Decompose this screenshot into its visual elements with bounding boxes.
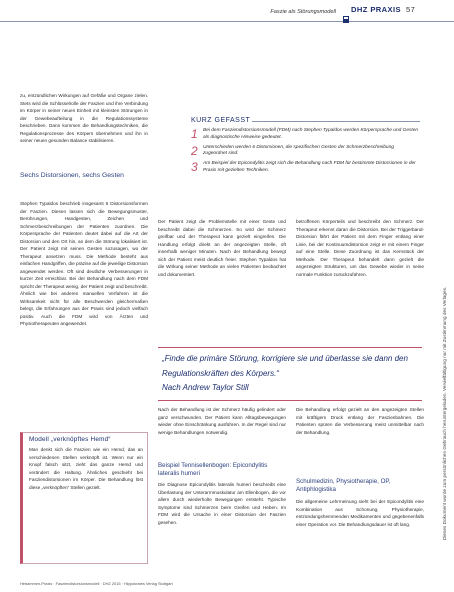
brand-logo-icon [343,10,349,17]
pull-quote-text: „Finde die primäre Störung, korrigiere sie und überlasse sie dann den Regulationskräften des Körpers.“ [162,354,408,378]
brand-name: DHZ PRAXIS [351,5,401,14]
kurz-gefasst-title: KURZ GEFASST [191,117,251,124]
page-number: 57 [406,5,416,14]
column2-example: Die Diagnose Epicondylitis lateralis humeri beschreibt eine Überlastung der Unterarmmuskulatur am Ellenbogen, die vor allem durch wiederholte Bewegungen entsteht. Typische Symptome sind Schmerzen beim Greifen und Heben. Im FDM wird die Ursache in einer Distorsion der Faszien gesehen. [158,482,286,525]
brand-header [351,5,415,14]
kurz-item-2: 2 Unterschieden werden 6 Distorsionen, die spezifischen Gesten der Schmerzbeschreibung zugeordnet sind. [191,143,394,158]
pull-quote [162,352,418,396]
running-title: Faszie als Störungsmodell [270,9,336,15]
section-heading-tennis-elbow: Beispiel Tennisellenbogen: Epicondylitis lateralis humeri [158,462,268,477]
info-box-title: Modell „verknöpftes Hemd“ [29,436,111,443]
copyright-side-note: Dieses Dokument wurde zum persönlichen Gebrauch heruntergeladen. Vervielfältigung nur mit Zustimmung des Verlages. [442,286,447,540]
column1-intro: zu, entzündlichen Wirkungen auf Gefäße und Organe zielen. Stets wird die Schlüsselrolle der Faszien und ihre Verbindung im Körper in seiner neuen Einheit mit kleinsten Störungen in der Gewebeaufteilung in die Regulationssysteme beschrieben. Dann kommen die Behandlungstechniken, die Regulationsprozesse des Körpers übernehmen und ihn in seiner neuen gesunden Balance stabilisieren. [20,93,148,143]
kurz-item-3: 3 Am Beispiel der Epicondylitis zeigt sich die Behandlung nach FDM für bestimmte Distorsionen in der Praxis mit gezielten Techniken. [191,160,416,175]
column1-body: Stephen Typaldos beschrieb insgesamt 6 Distorsionsformen der Faszien. Diesen lassen sich die Bewegungsmuster, Berührungen, Handgesten, Zeichen und Schmerzbeschreibungen der Patienten zuordnen. Die Körpersprache der Patienten deutet dabei auf die Art der Distorsion und den Ort hin, an dem die Störung lokalisiert ist. Der Patient zeigt mit seinen Gesten sozusagen, wo der Therapeut ansetzen muss. Die Methode besteht aus einfachen Handgriffen, die präzise auf die jeweilige Distorsion angewendet werden. Oft sind deutliche Verbesserungen in kurzer Zeit erreichbar. Bei der Behandlung nach dem FDM spricht der Therapeut wenig, der Patient zeigt und beschreibt. Ähnlich wie bei anderen manuellen Verfahren ist die Wirksamkeit nicht für alle Beschwerden gleichermaßen belegt, die Erfahrungen aus der Praxis sind jedoch vielfach positiv. Auch die FDM wird von Ärzten und Physiotherapeuten angewendet. [20,201,148,326]
column2-top: Der Patient zeigt die Problemstelle mit einer Geste und beschreibt dabei die Schmerzen. So wird der Schmerz greifbar und der Therapeut kann gezielt eingreifen. Die Handlung erfolgt direkt an der angezeigten Stelle, oft innerhalb weniger Minuten. Nach der Behandlung bewegt sich der Patient meist deutlich freier. Stephen Typaldos hat die Wirkung seiner Methode an vielen Patienten beobachtet und dokumentiert. [158,219,286,277]
section-heading-schulmedizin: Schulmedizin, Physiotherapie, OP, Antiphlogistika [296,478,391,493]
kurz-gefasst-list [191,128,419,175]
quote-rule-bottom [158,400,422,401]
kurz-item-1: 1 Bei dem Fasziendistorsionsmodell (FDM) nach Stephen Typaldos werden Körpersprache und Gesten als diagnostische Hinweise gedeutet. [191,127,419,141]
kurz-gefasst-rule [252,121,420,122]
info-box-text: Man denkt sich die Faszien wie ein Hemd, das an verschiedenen Stellen verknöpft ist. Wenn nur ein Knopf falsch sitzt, zieht das ganze Hemd und verändert die Haltung. Ähnliches geschieht bei Fasziendistorsionen im Körper. Die Behandlung löst diese „verknöpften“ Stellen gezielt. [29,447,143,490]
info-box-hemd [20,432,148,564]
page-footer: Hebammen-Praxis · Fasziendistorsionsmodell · DHZ 2015 · Hippokrates Verlag Stuttgart [20,581,173,586]
quote-rule-top [158,347,422,348]
column2-bottom: Nach der Behandlung ist der Schmerz häufig gelindert oder ganz verschwunden. Der Patient kann Alltagsbewegungen wieder ohne Einschränkung ausführen. In der Regel sind nur wenige Behandlungen notwendig. [158,407,286,435]
section-heading-distortions: Sechs Distorsionen, sechs Gesten [20,172,124,179]
column3-bottom: Die Behandlung erfolgt gezielt an den angezeigten Stellen mit kräftigem Druck entlang der Faszienbahnen. Die Patienten spüren die Verbesserung meist unmittelbar nach der Behandlung. [296,407,424,435]
header-rule [0,21,454,22]
column3-schulmedizin: Die allgemeine Lehrmeinung sieht bei der Epicondylitis eine Kombination aus Schonung, Physiotherapie, entzündungshemmenden Medikamenten und gegebenenfalls einer Operation vor. Die Behandlungsdauer ist oft lang. [296,499,424,527]
column3-top: betroffenen Körperteils und beschreibt den Schmerz. Der Therapeut erkennt daran die Distorsion. Bei der Triggerband-Distorsion fährt der Patient mit dem Finger entlang einer Linie, bei der Kontinuumdistorsion zeigt er mit einem Finger auf eine Stelle. Diese Zuordnung ist das Kernstück der Methode. Der Therapeut behandelt dann gezielt die angezeigten Strukturen, um das Gewebe wieder in seine normale Funktion zurückzuführen. [296,219,424,277]
pull-quote-author: Nach Andrew Taylor Still [162,383,249,392]
